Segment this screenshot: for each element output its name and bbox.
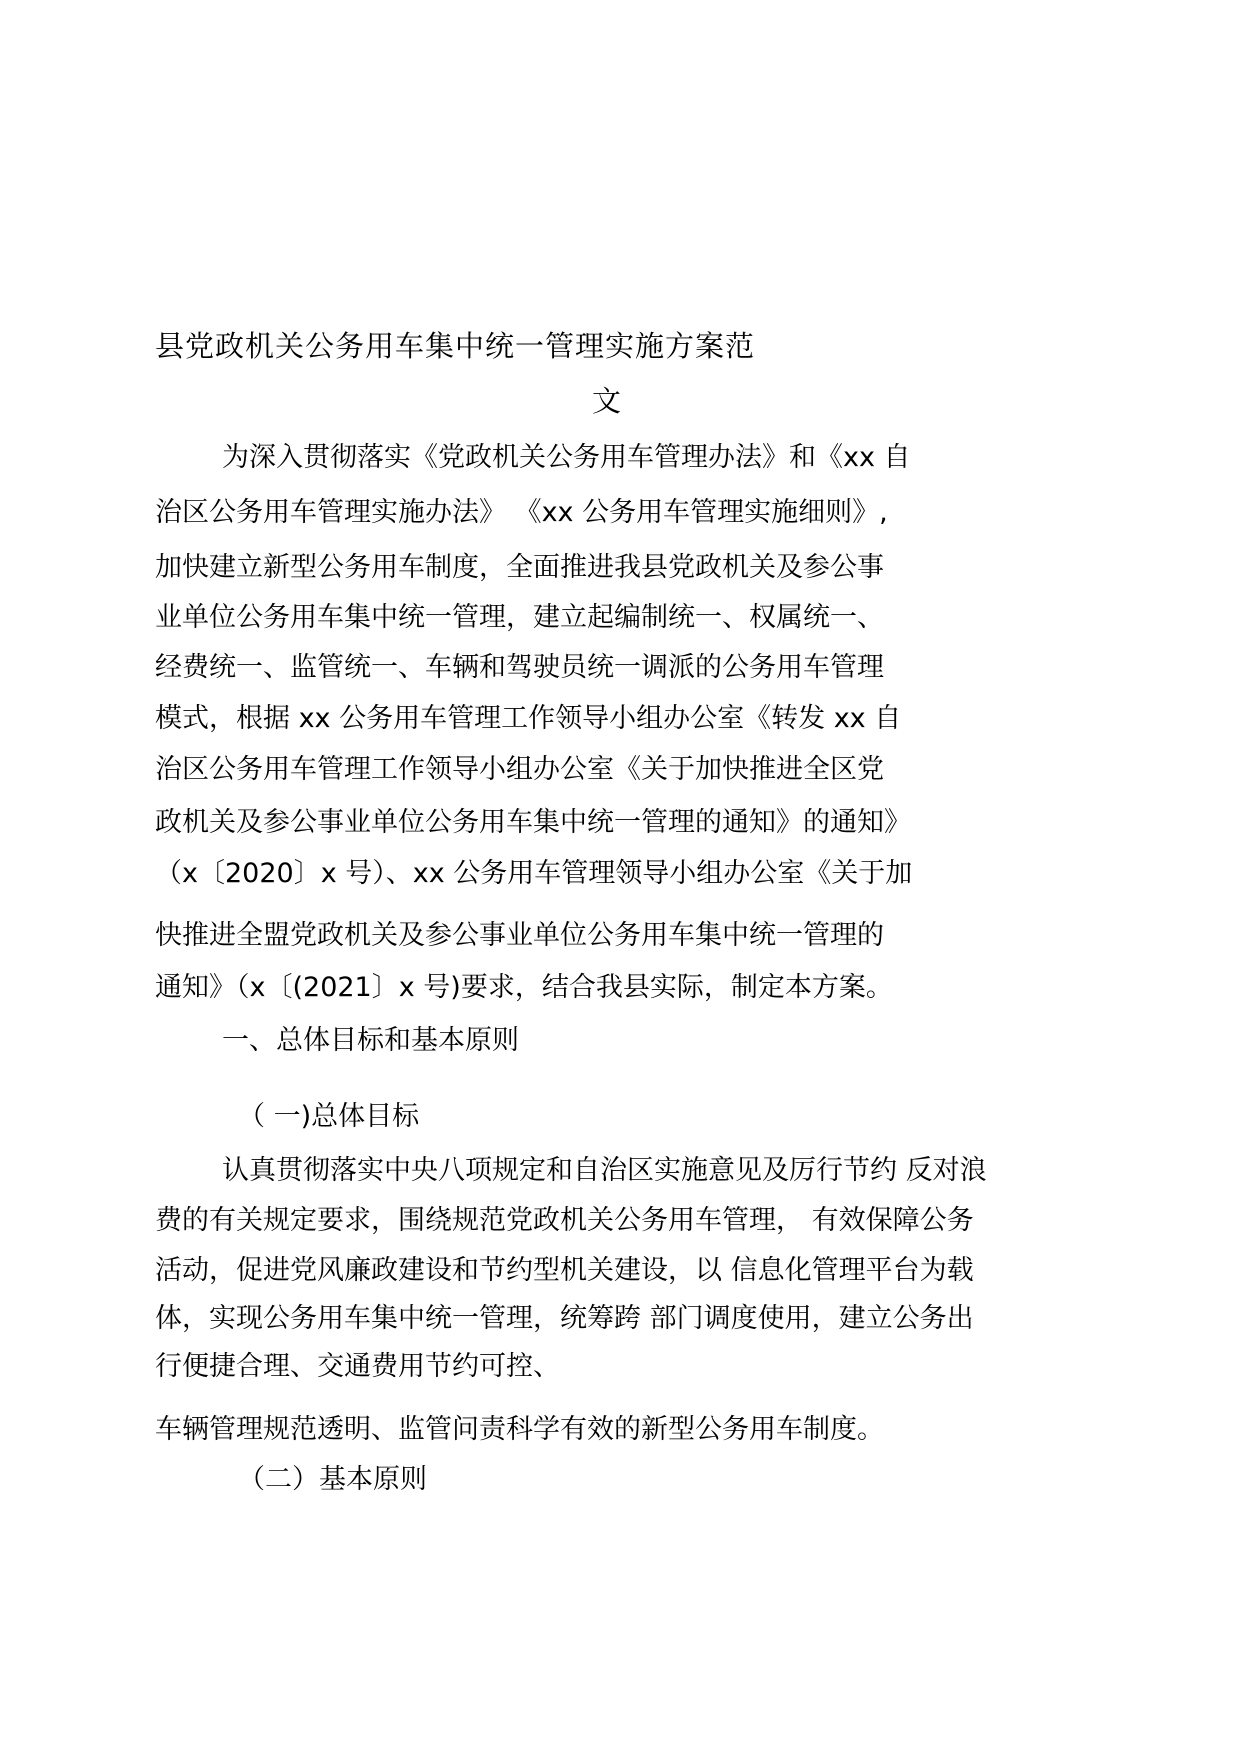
intro-paragraph-line: 治区公务用车管理实施办法》 《xx 公务用车管理实施细则》,	[155, 497, 888, 528]
intro-paragraph-line: 政机关及参公事业单位公务用车集中统一管理的通知》的通知》	[155, 807, 911, 838]
intro-paragraph-line: 治区公务用车管理工作领导小组办公室《关于加快推进全区党	[155, 754, 884, 785]
goal-paragraph-line: 车辆管理规范透明、监管问责科学有效的新型公务用车制度。	[155, 1414, 884, 1445]
intro-paragraph-line: 加快建立新型公务用车制度，全面推进我县党政机关及参公事	[155, 552, 884, 583]
intro-paragraph-line: 业单位公务用车集中统一管理，建立起编制统一、权属统一、	[155, 602, 884, 633]
intro-paragraph-line: 快推进全盟党政机关及参公事业单位公务用车集中统一管理的	[155, 920, 884, 951]
intro-paragraph-line: 模式，根据 xx 公务用车管理工作领导小组办公室《转发 xx 自	[155, 703, 902, 734]
intro-paragraph-line: 为深入贯彻落实《党政机关公务用车管理办法》和《xx 自	[222, 442, 911, 473]
goal-paragraph-line: 行便捷合理、交通费用节约可控、	[155, 1351, 560, 1382]
section-heading: 一、总体目标和基本原则	[222, 1025, 519, 1056]
subsection-heading: （ 一)总体目标	[238, 1101, 420, 1132]
goal-paragraph-line: 认真贯彻落实中央八项规定和自治区实施意见及厉行节约 反对浪	[222, 1155, 987, 1186]
goal-paragraph-line: 体，实现公务用车集中统一管理，统筹跨 部门调度使用，建立公务出	[155, 1303, 974, 1334]
intro-paragraph-line: 经费统一、监管统一、车辆和驾驶员统一调派的公务用车管理	[155, 652, 884, 683]
subsection-heading: （二）基本原则	[238, 1464, 427, 1495]
goal-paragraph-line: 活动，促进党风廉政建设和节约型机关建设，以 信息化管理平台为载	[155, 1255, 974, 1286]
intro-paragraph-line: （x〔2020〕x 号）、xx 公务用车管理领导小组办公室《关于加	[155, 858, 913, 889]
document-title-line-1: 县党政机关公务用车集中统一管理实施方案范	[155, 329, 756, 363]
goal-paragraph-line: 费的有关规定要求，围绕规范党政机关公务用车管理， 有效保障公务	[155, 1205, 974, 1236]
intro-paragraph-line: 通知》（x〔(2021〕x 号)要求，结合我县实际，制定本方案。	[155, 972, 893, 1003]
document-title-line-2: 文	[592, 384, 623, 418]
